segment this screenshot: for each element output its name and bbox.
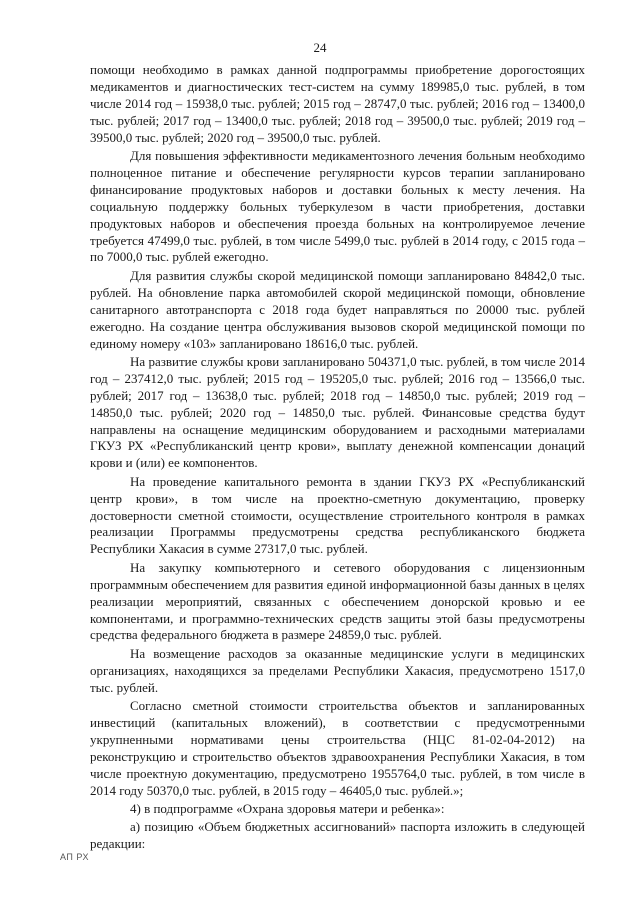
paragraph: На развитие службы крови запланировано 504371,0 тыс. рублей, в том числе 2014 год – 237412,0 тыс. рублей; 2015 год – 195205,0 тыс. рублей; 2016 год – 13566,0 тыс. рублей; 2017 год – 13638,0 тыс. рублей; 2018 год – 14850,0 тыс. рублей; 2019 год – 14850,0 тыс. рублей; 2020 год – 14850,0 тыс. рублей. Финансовые средства будут направлены на оснащение медицинским оборудованием и расходными материалами ГКУЗ РХ «Республиканский центр крови», выплату денежной компенсации донаций крови и (или) ее компонентов. [90, 353, 585, 471]
paragraph: Согласно сметной стоимости строительства объектов и запланированных инвестиций (капитальных вложений), в соответствии с предусмотренными укрупненными нормативами цены строительства (НЦС 81-02-04-2012) на реконструкцию и строительство объектов здравоохранения Республики Хакасия, в том числе проектную документацию, предусмотрено 1955764,0 тыс. рублей, в том числе в 2014 году 50370,0 тыс. рублей, в 2015 году – 46405,0 тыс. рублей.»; [90, 698, 585, 798]
document-body [90, 62, 585, 855]
paragraph: Для развития службы скорой медицинской помощи запланировано 84842,0 тыс. рублей. На обновление парка автомобилей скорой медицинской помощи, обновление санитарного автотранспорта с 2018 года будет направляться по 20000 тыс. рублей ежегодно. На создание центра обслуживания вызовов скорой медицинской помощи по единому номеру «103» запланировано 18616,0 тыс. рублей. [90, 267, 585, 351]
page-number: 24 [313, 40, 327, 55]
paragraph: помощи необходимо в рамках данной подпрограммы приобретение дорогостоящих медикаментов и диагностических тест-систем на сумму 189985,0 тыс. рублей, в том числе 2014 год – 15938,0 тыс. рублей; 2015 год – 28747,0 тыс. рублей; 2016 год – 13400,0 тыс. рублей; 2017 год – 13400,0 тыс. рублей; 2018 год – 39500,0 тыс. рублей; 2019 год – 39500,0 тыс. рублей; 2020 год – 39500,0 тыс. рублей. [90, 62, 585, 145]
footer-mark: АП РХ [60, 852, 89, 862]
paragraph: Для повышения эффективности медикаментозного лечения больным необходимо полноценное питание и обеспечение регулярности курсов терапии запланировано финансирование продуктовых наборов и доставки больных к месту лечения. На социальную поддержку больных туберкулезом в части приобретения, доставки продуктовых наборов и обеспечения проезда больных на контролируемое лечение требуется 47499,0 тыс. рублей, в том числе 5499,0 тыс. рублей в 2014 году, с 2015 года – по 7000,0 тыс. рублей ежегодно. [90, 148, 585, 265]
paragraph: 4) в подпрограмме «Охрана здоровья матери и ребенка»: [130, 800, 445, 816]
paragraph: На закупку компьютерного и сетевого оборудования с лицензионным программным обеспечением для развития единой информационной базы данных в целях реализации мероприятий, связанных с обеспечением донорской кровью и ее компонентами, и программно-технических средств защиты этой базы предусмотрены средства федерального бюджета в размере 24859,0 тыс. рублей. [90, 559, 585, 643]
paragraph: На возмещение расходов за оказанные медицинские услуги в медицинских организациях, находящихся за пределами Республики Хакасия, предусмотрено 1517,0 тыс. рублей. [90, 645, 585, 695]
paragraph: а) позицию «Объем бюджетных ассигнований» паспорта изложить в следующей редакции: [90, 819, 585, 852]
paragraph: На проведение капитального ремонта в здании ГКУЗ РХ «Республиканский центр крови», в том числе на проектно-сметную документацию, проверку достоверности сметной стоимости, осуществление строительного контроля в рамках реализации Программы предусмотрены средства республиканского бюджета Республики Хакасия в сумме 27317,0 тыс. рублей. [90, 473, 585, 557]
